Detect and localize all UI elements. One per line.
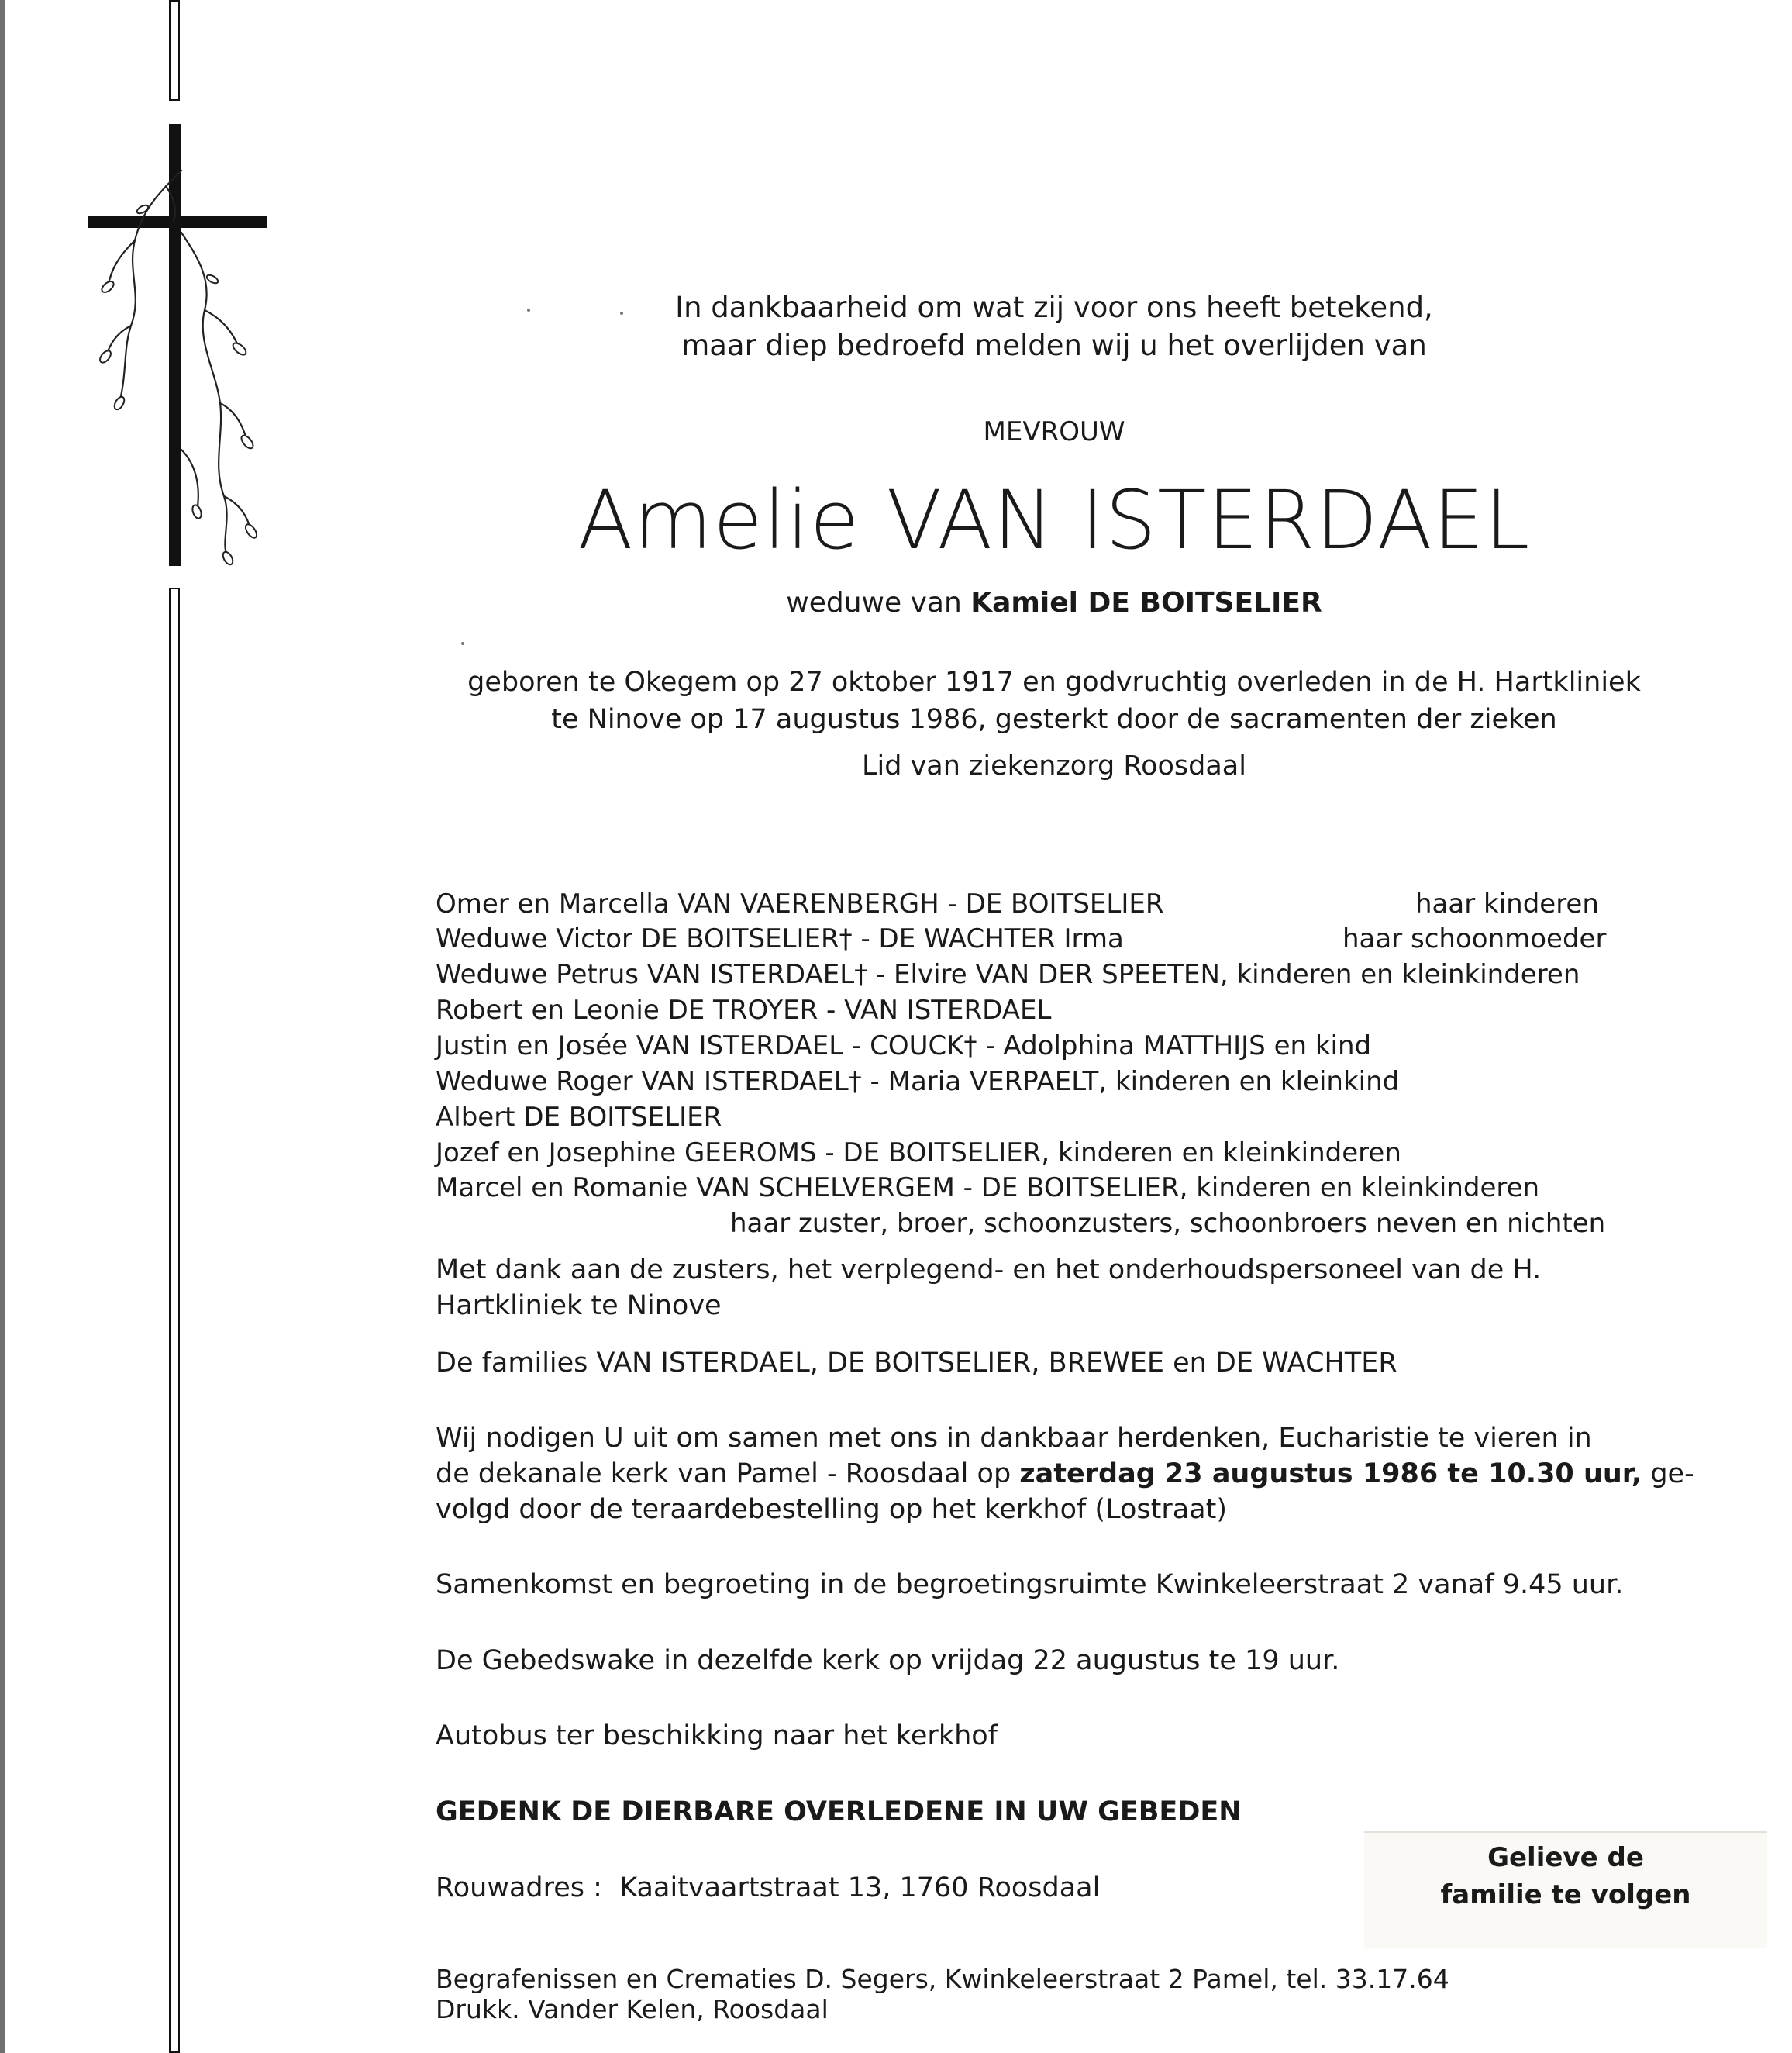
service-datetime: zaterdag 23 augustus 1986 te 10.30 uur, bbox=[1019, 1458, 1642, 1489]
printer-line: Drukk. Vander Kelen, Roosdaal bbox=[436, 1994, 829, 2024]
invitation-text: de dekanale kerk van Pamel - Roosdaal op bbox=[436, 1458, 1020, 1489]
thanks-line-2: Hartkliniek te Ninove bbox=[436, 1290, 722, 1321]
scan-speck bbox=[461, 642, 464, 645]
family-row: Weduwe Victor DE BOITSELIER† - DE WACHTER Irma bbox=[436, 923, 1124, 954]
family-row: Omer en Marcella VAN VAERENBERGH - DE BOITSELIER bbox=[436, 888, 1164, 920]
widow-prefix: weduwe van bbox=[786, 587, 962, 619]
birth-death-line-2: te Ninove op 17 augustus 1986, gesterkt door de sacramenten der zieken bbox=[551, 704, 1557, 735]
family-relation: haar schoonmoeder bbox=[1342, 923, 1607, 954]
address-label: Rouwadres : bbox=[436, 1872, 602, 1903]
decorative-rule-bottom bbox=[169, 588, 180, 2053]
cross-icon bbox=[88, 124, 267, 566]
intro-line-2: maar diep bedroefd melden wij u het overlijden van bbox=[681, 329, 1427, 362]
family-row: Justin en Josée VAN ISTERDAEL - COUCK† - Adolphina MATTHIJS en kind bbox=[436, 1030, 1372, 1061]
widow-line bbox=[388, 587, 1721, 619]
family-row: Weduwe Petrus VAN ISTERDAEL† - Elvire VAN DER SPEETEN, kinderen en kleinkinderen bbox=[436, 959, 1580, 990]
address-line bbox=[436, 1872, 1100, 1903]
families-line: De families VAN ISTERDAEL, DE BOITSELIER, BREWEE en DE WACHTER bbox=[436, 1347, 1397, 1378]
follow-family-note bbox=[1364, 1831, 1767, 1948]
note-line-1: Gelieve de bbox=[1487, 1842, 1644, 1873]
family-relation: haar kinderen bbox=[1415, 888, 1599, 920]
family-row: Jozef en Josephine GEEROMS - DE BOITSELIER, kinderen en kleinkinderen bbox=[436, 1137, 1401, 1168]
scan-edge bbox=[0, 0, 5, 2053]
invitation-text: ge- bbox=[1642, 1458, 1694, 1489]
spouse-name: Kamiel DE BOITSELIER bbox=[970, 587, 1322, 619]
decorative-rule-top bbox=[169, 0, 180, 101]
intro-line-1: In dankbaarheid om wat zij voor ons heeft betekend, bbox=[675, 291, 1433, 324]
family-row: Marcel en Romanie VAN SCHELVERGEM - DE BOITSELIER, kinderen en kleinkinderen bbox=[436, 1172, 1540, 1203]
wake-line: De Gebedswake in dezelfde kerk op vrijdag 22 augustus te 19 uur. bbox=[436, 1645, 1340, 1676]
thanks-line-1: Met dank aan de zusters, het verplegend- en het onderhoudspersoneel van de H. bbox=[436, 1254, 1542, 1285]
undertaker-line: Begrafenissen en Crematies D. Segers, Kwinkeleerstraat 2 Pamel, tel. 33.17.64 bbox=[436, 1964, 1449, 1994]
invitation-line-3: volgd door de teraardebestelling op het kerkhof (Lostraat) bbox=[436, 1494, 1227, 1525]
address-value: Kaaitvaartstraat 13, 1760 Roosdaal bbox=[619, 1872, 1101, 1903]
deceased-name: Amelie VAN ISTERDAEL bbox=[577, 473, 1531, 568]
family-summary: haar zuster, broer, schoonzusters, schoonbroers neven en nichten bbox=[730, 1208, 1606, 1239]
vine-icon bbox=[88, 124, 267, 566]
gathering-line: Samenkomst en begroeting in de begroetingsruimte Kwinkeleerstraat 2 vanaf 9.45 uur. bbox=[436, 1569, 1624, 1600]
honorific-title: MEVROUW bbox=[983, 416, 1125, 447]
family-row: Albert DE BOITSELIER bbox=[436, 1102, 722, 1133]
birth-death-line-1: geboren te Okegem op 27 oktober 1917 en godvruchtig overleden in de H. Hartkliniek bbox=[467, 667, 1641, 698]
family-row: Robert en Leonie DE TROYER - VAN ISTERDAEL bbox=[436, 995, 1052, 1026]
prayer-line: GEDENK DE DIERBARE OVERLEDENE IN UW GEBEDEN bbox=[436, 1796, 1242, 1827]
membership-line: Lid van ziekenzorg Roosdaal bbox=[862, 750, 1246, 782]
invitation-line-2 bbox=[436, 1458, 1694, 1489]
note-line-2: familie te volgen bbox=[1440, 1879, 1691, 1910]
family-row: Weduwe Roger VAN ISTERDAEL† - Maria VERPAELT, kinderen en kleinkind bbox=[436, 1066, 1400, 1097]
invitation-line-1: Wij nodigen U uit om samen met ons in dankbaar herdenken, Eucharistie te vieren in bbox=[436, 1423, 1592, 1454]
bus-line: Autobus ter beschikking naar het kerkhof bbox=[436, 1720, 998, 1751]
